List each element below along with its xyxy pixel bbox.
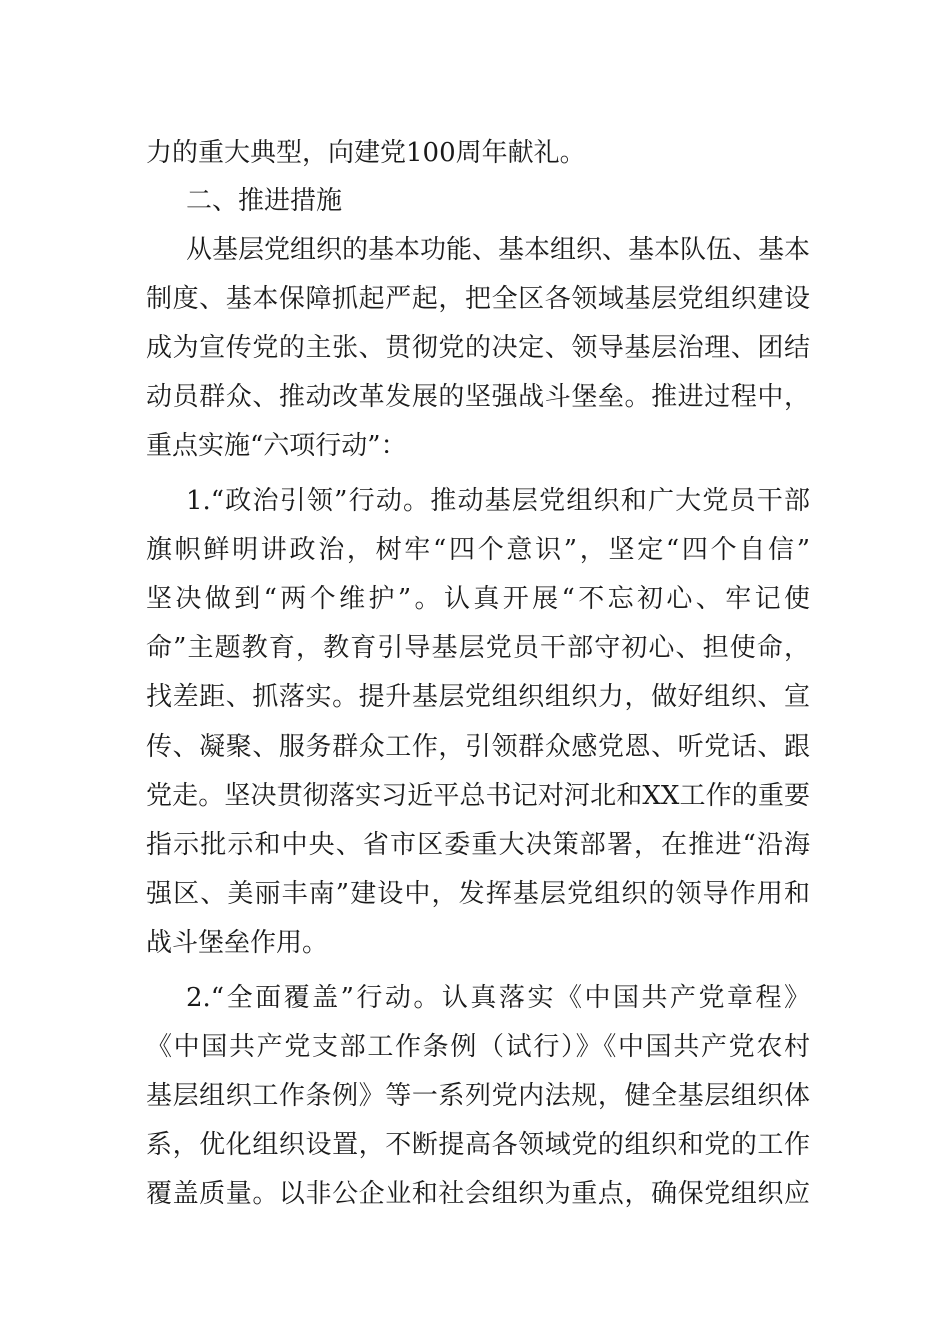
action-1-line: 战斗堡垒作用。 bbox=[146, 928, 329, 958]
paragraph-continuation-line: 力的重大典型，向建党100周年献礼。 bbox=[146, 138, 586, 168]
action-2-line: 《中国共产党支部工作条例（试行）》《中国共产党农村 bbox=[146, 1032, 810, 1062]
action-1-line: 强区、美丽丰南”建设中，发挥基层党组织的领导作用和 bbox=[146, 879, 810, 909]
intro-paragraph-line: 动员群众、推动改革发展的坚强战斗堡垒。推进过程中， bbox=[146, 382, 810, 412]
action-1-line: 找差距、抓落实。提升基层党组织组织力，做好组织、宣 bbox=[146, 682, 810, 712]
action-2-line: 覆盖质量。以非公企业和社会组织为重点，确保党组织应 bbox=[146, 1179, 810, 1209]
section-heading: 二、推进措施 bbox=[186, 186, 343, 216]
action-1-line: 旗帜鲜明讲政治，树牢“四个意识”，坚定“四个自信” bbox=[146, 535, 810, 565]
intro-paragraph-line: 成为宣传党的主张、贯彻党的决定、领导基层治理、团结 bbox=[146, 333, 810, 363]
action-1-line: 指示批示和中央、省市区委重大决策部署，在推进“沿海 bbox=[146, 830, 810, 860]
action-2-line: 系，优化组织设置，不断提高各领域党的组织和党的工作 bbox=[146, 1130, 810, 1160]
action-1-line: 党走。坚决贯彻落实习近平总书记对河北和XX工作的重要 bbox=[146, 781, 810, 811]
action-1-line: 命”主题教育，教育引导基层党员干部守初心、担使命， bbox=[146, 633, 810, 663]
action-1-line: 传、凝聚、服务群众工作，引领群众感党恩、听党话、跟 bbox=[146, 732, 810, 762]
action-1-line: 1.“政治引领”行动。推动基层党组织和广大党员干部 bbox=[186, 486, 810, 516]
action-1-line: 坚决做到“两个维护”。认真开展“不忘初心、牢记使 bbox=[146, 584, 810, 614]
intro-paragraph-line: 制度、基本保障抓起严起，把全区各领域基层党组织建设 bbox=[146, 284, 810, 314]
intro-paragraph-line: 重点实施“六项行动”： bbox=[146, 431, 407, 461]
action-2-line: 基层组织工作条例》等一系列党内法规，健全基层组织体 bbox=[146, 1081, 810, 1111]
action-2-line: 2.“全面覆盖”行动。认真落实《中国共产党章程》 bbox=[186, 983, 810, 1013]
intro-paragraph-line: 从基层党组织的基本功能、基本组织、基本队伍、基本 bbox=[186, 235, 811, 265]
